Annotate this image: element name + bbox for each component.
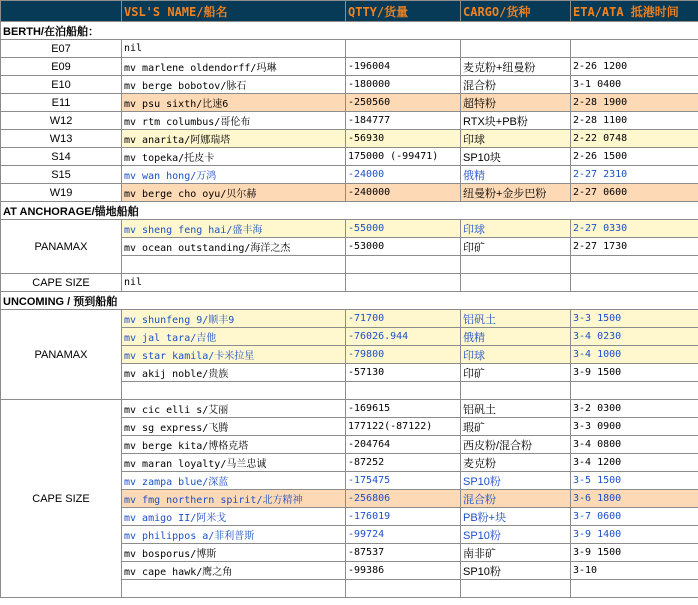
vessel-name: mv berge cho oyu/贝尔赫 [122, 184, 346, 202]
table-row [1, 166, 698, 184]
cargo [461, 274, 571, 292]
quantity: -87252 [346, 454, 461, 472]
berth-position: W19 [1, 184, 122, 202]
cargo: 铝矾土 [461, 400, 571, 418]
cargo: 印球 [461, 346, 571, 364]
ship-class-cape-size: CAPE SIZE [1, 274, 122, 292]
table-row [1, 184, 698, 202]
eta: 3-4 1200 [571, 454, 698, 472]
eta: 2-27 1730 [571, 238, 698, 256]
ship-class-cape-size: CAPE SIZE [1, 400, 122, 598]
section-anchorage-row [1, 202, 698, 220]
quantity: -180000 [346, 76, 461, 94]
section-berth-title: BERTH/在泊船舶： [1, 22, 698, 40]
eta: 2-27 0330 [571, 220, 698, 238]
quantity: -175475 [346, 472, 461, 490]
cargo: 印球 [461, 220, 571, 238]
table-row [1, 94, 698, 112]
eta: 3-9 1500 [571, 364, 698, 382]
table-row [1, 76, 698, 94]
vessel-name: mv bosporus/博斯 [122, 544, 346, 562]
cargo: 印球 [461, 130, 571, 148]
vessel-name: mv fmg northern spirit/北方精神 [122, 490, 346, 508]
cargo: 瑕矿 [461, 418, 571, 436]
berth-position: S14 [1, 148, 122, 166]
eta: 3-9 1500 [571, 544, 698, 562]
vessel-name [122, 382, 346, 400]
cargo: 俄精 [461, 328, 571, 346]
vessel-name: mv sheng feng hai/盛丰海 [122, 220, 346, 238]
cargo: SP10粉 [461, 472, 571, 490]
quantity: -169615 [346, 400, 461, 418]
vessel-name: mv philippos a/菲利普斯 [122, 526, 346, 544]
table-row [1, 274, 698, 292]
eta [571, 40, 698, 58]
vessel-name: mv akij noble/贵族 [122, 364, 346, 382]
eta: 3-4 0230 [571, 328, 698, 346]
table-row [1, 130, 698, 148]
vessel-name: mv marlene oldendorff/玛琳 [122, 58, 346, 76]
eta: 3-3 0900 [571, 418, 698, 436]
cargo: 混合粉 [461, 490, 571, 508]
table-row [1, 58, 698, 76]
eta: 3-6 1800 [571, 490, 698, 508]
berth-position: E07 [1, 40, 122, 58]
vessel-name: mv anarita/阿娜瑞塔 [122, 130, 346, 148]
berth-position: W12 [1, 112, 122, 130]
header-col-cargo: CARGO/货种 [461, 1, 571, 22]
cargo: RTX块+PB粉 [461, 112, 571, 130]
section-berth-row [1, 22, 698, 40]
quantity: -204764 [346, 436, 461, 454]
quantity: -256806 [346, 490, 461, 508]
cargo: 印矿 [461, 238, 571, 256]
vessel-name: nil [122, 274, 346, 292]
quantity [346, 256, 461, 274]
cargo: 俄精 [461, 166, 571, 184]
eta: 3-2 0300 [571, 400, 698, 418]
cargo: 超特粉 [461, 94, 571, 112]
quantity: -79800 [346, 346, 461, 364]
cargo: 麦克粉 [461, 454, 571, 472]
eta: 2-28 1900 [571, 94, 698, 112]
section-upcoming-title: UNCOMING / 预到船舶 [1, 292, 698, 310]
berth-position: E10 [1, 76, 122, 94]
cargo: 南非矿 [461, 544, 571, 562]
eta: 2-28 1100 [571, 112, 698, 130]
quantity: -196004 [346, 58, 461, 76]
quantity: -56930 [346, 130, 461, 148]
quantity: -53000 [346, 238, 461, 256]
eta: 2-22 0748 [571, 130, 698, 148]
eta: 3-10 [571, 562, 698, 580]
vessel-name: mv rtm columbus/哥伦布 [122, 112, 346, 130]
eta: 3-1 0400 [571, 76, 698, 94]
quantity [346, 274, 461, 292]
cargo: 铝矾土 [461, 310, 571, 328]
cargo: 混合粉 [461, 76, 571, 94]
vessel-name [122, 256, 346, 274]
cargo: SP10粉 [461, 526, 571, 544]
vessel-name: mv jal tara/吉他 [122, 328, 346, 346]
header-col-position [1, 1, 122, 22]
eta: 2-27 2310 [571, 166, 698, 184]
berth-position: E09 [1, 58, 122, 76]
vessel-name: mv maran loyalty/马兰忠诚 [122, 454, 346, 472]
cargo [461, 40, 571, 58]
quantity: 177122(-87122) [346, 418, 461, 436]
cargo [461, 256, 571, 274]
eta: 2-26 1200 [571, 58, 698, 76]
ship-class-panamax: PANAMAX [1, 310, 122, 400]
header-col-quantity: QTTY/货量 [346, 1, 461, 22]
table-row [1, 112, 698, 130]
quantity: 175000 (-99471) [346, 148, 461, 166]
cargo: 麦克粉+纽曼粉 [461, 58, 571, 76]
vessel-name: mv berge bobotov/脉石 [122, 76, 346, 94]
header-row [1, 1, 698, 22]
cargo [461, 580, 571, 598]
eta [571, 256, 698, 274]
quantity: -57130 [346, 364, 461, 382]
quantity: -87537 [346, 544, 461, 562]
quantity: -184777 [346, 112, 461, 130]
section-upcoming-row [1, 292, 698, 310]
cargo [461, 382, 571, 400]
berth-position: W13 [1, 130, 122, 148]
eta: 3-4 0800 [571, 436, 698, 454]
eta: 3-7 0600 [571, 508, 698, 526]
table-row [1, 40, 698, 58]
cargo: 印矿 [461, 364, 571, 382]
vessel-name: mv sg express/飞腾 [122, 418, 346, 436]
quantity: -250560 [346, 94, 461, 112]
quantity: -24000 [346, 166, 461, 184]
eta: 2-27 0600 [571, 184, 698, 202]
cargo: 纽曼粉+金步巴粉 [461, 184, 571, 202]
quantity [346, 382, 461, 400]
vessel-name: mv amigo II/阿米戈 [122, 508, 346, 526]
header-col-eta: ETA/ATA 抵港时间 [571, 1, 698, 22]
quantity: -76026.944 [346, 328, 461, 346]
eta: 3-3 1500 [571, 310, 698, 328]
header-col-vessel: VSL'S NAME/船名 [122, 1, 346, 22]
vessel-name: mv ocean outstanding/海洋之杰 [122, 238, 346, 256]
cargo: 西皮粉/混合粉 [461, 436, 571, 454]
vessel-name: mv zampa blue/深蓝 [122, 472, 346, 490]
vessel-name: mv shunfeng 9/顺丰9 [122, 310, 346, 328]
quantity: -99724 [346, 526, 461, 544]
section-anchorage-title: AT ANCHORAGE/锚地船舶 [1, 202, 698, 220]
table-row [1, 400, 698, 418]
table-row [1, 310, 698, 328]
quantity: -99386 [346, 562, 461, 580]
cargo: PB粉+块 [461, 508, 571, 526]
quantity [346, 580, 461, 598]
quantity: -71700 [346, 310, 461, 328]
eta: 2-26 1500 [571, 148, 698, 166]
vessel-name: mv cic elli s/艾丽 [122, 400, 346, 418]
vessel-name: mv cape hawk/鹰之角 [122, 562, 346, 580]
vessel-name: mv berge kita/博格克塔 [122, 436, 346, 454]
quantity [346, 40, 461, 58]
berth-position: E11 [1, 94, 122, 112]
cargo: SP10块 [461, 148, 571, 166]
vessel-name: mv star kamila/卡米拉星 [122, 346, 346, 364]
vessel-name [122, 580, 346, 598]
ship-class-panamax: PANAMAX [1, 220, 122, 274]
quantity: -55000 [346, 220, 461, 238]
vessel-name: nil [122, 40, 346, 58]
eta: 3-5 1500 [571, 472, 698, 490]
vessel-name: mv topeka/托皮卡 [122, 148, 346, 166]
eta: 3-9 1400 [571, 526, 698, 544]
vessel-name: mv psu sixth/比速6 [122, 94, 346, 112]
table-row [1, 220, 698, 238]
table-row [1, 148, 698, 166]
quantity: -176019 [346, 508, 461, 526]
quantity: -240000 [346, 184, 461, 202]
berth-position: S15 [1, 166, 122, 184]
eta [571, 382, 698, 400]
eta [571, 274, 698, 292]
eta: 3-4 1000 [571, 346, 698, 364]
cargo: SP10粉 [461, 562, 571, 580]
vessel-name: mv wan hong/万鸿 [122, 166, 346, 184]
eta [571, 580, 698, 598]
